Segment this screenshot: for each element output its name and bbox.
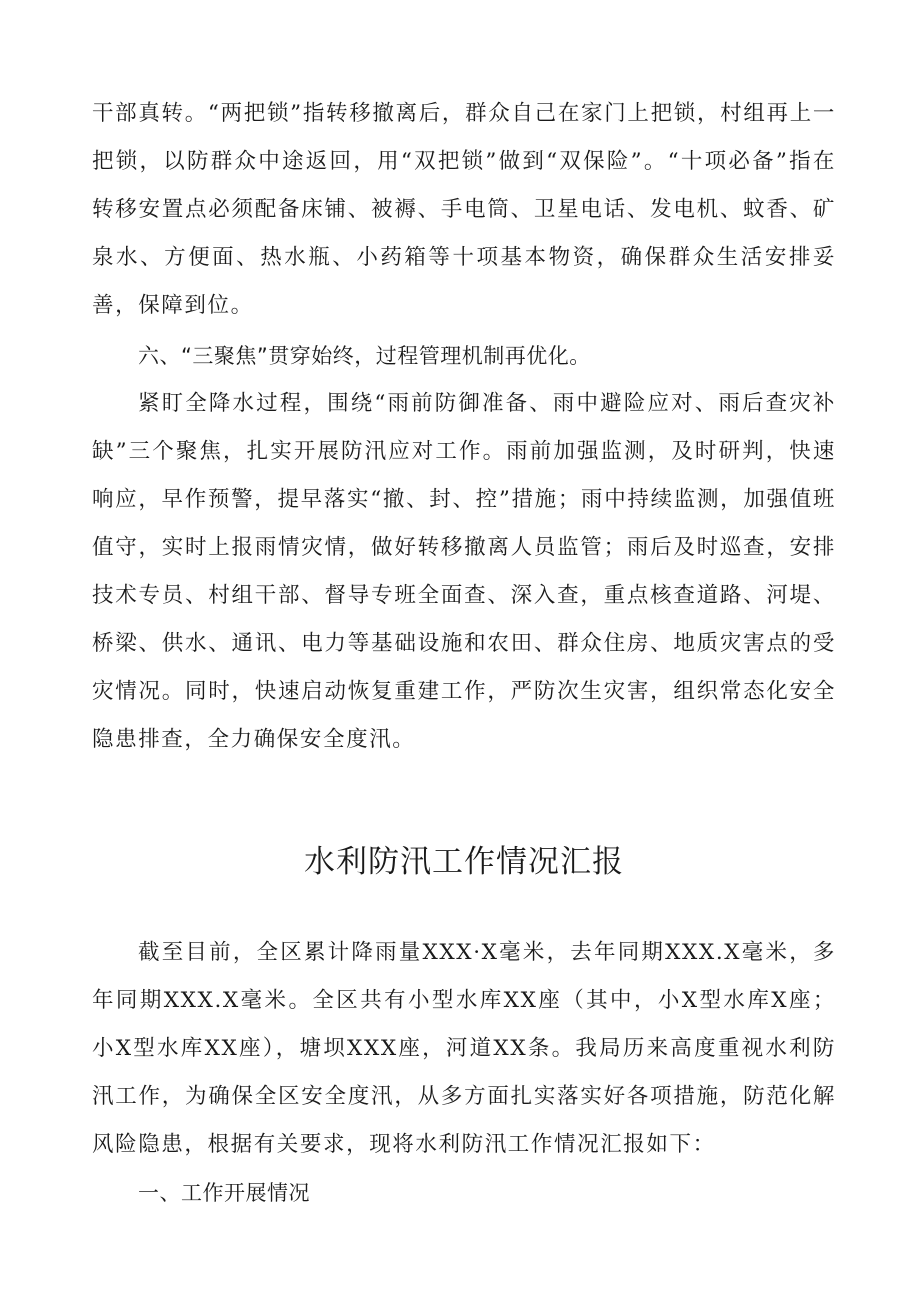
document-page [92, 90, 836, 1217]
section-six-paragraph: 紧盯全降水过程，围绕“雨前防御准备、雨中避险应对、雨后查灾补缺”三个聚焦，扎实开展防汛应对工作。雨前加强监测，及时研判，快速响应，早作预警，提早落实“撤、封、控”措施；雨中持续监测，加强值班值守，实时上报雨情灾情，做好转移撤离人员监管；雨后及时巡查，安排技术专员、村组干部、督导专班全面查、深入查，重点核查道路、河堤、桥梁、供水、通讯、电力等基础设施和农田、群众住房、地质灾害点的受灾情况。同时，快速启动恢复重建工作，严防次生灾害，组织常态化安全隐患排查，全力确保安全度汛。 [92, 391, 836, 752]
section-heading-six: 六、“三聚焦”贯穿始终，过程管理机制再优化。 [138, 344, 591, 368]
section-heading-one: 一、工作开展情况 [138, 1181, 310, 1205]
continued-paragraph: 干部真转。“两把锁”指转移撤离后，群众自己在家门上把锁，村组再上一把锁，以防群众中途返回，用“双把锁”做到“双保险”。“十项必备”指在转移安置点必须配备床铺、被褥、手电筒、卫星电话、发电机、蚊香、矿泉水、方便面、热水瓶、小药箱等十项基本物资，确保群众生活安排妥善，保障到位。 [92, 101, 836, 318]
document-title: 水利防汛工作情况汇报 [304, 844, 624, 880]
report-intro-paragraph: 截至目前，全区累计降雨量XXX·X毫米，去年同期XXX.X毫米，多年同期XXX.X毫米。全区共有小型水库XX座（其中，小X型水库X座；小X型水库XX座），塘坝XXX座，河道XX条。我局历来高度重视水利防汛工作，为确保全区安全度汛，从多方面扎实落实好各项措施，防范化解风险隐患，根据有关要求，现将水利防汛工作情况汇报如下： [92, 940, 836, 1157]
